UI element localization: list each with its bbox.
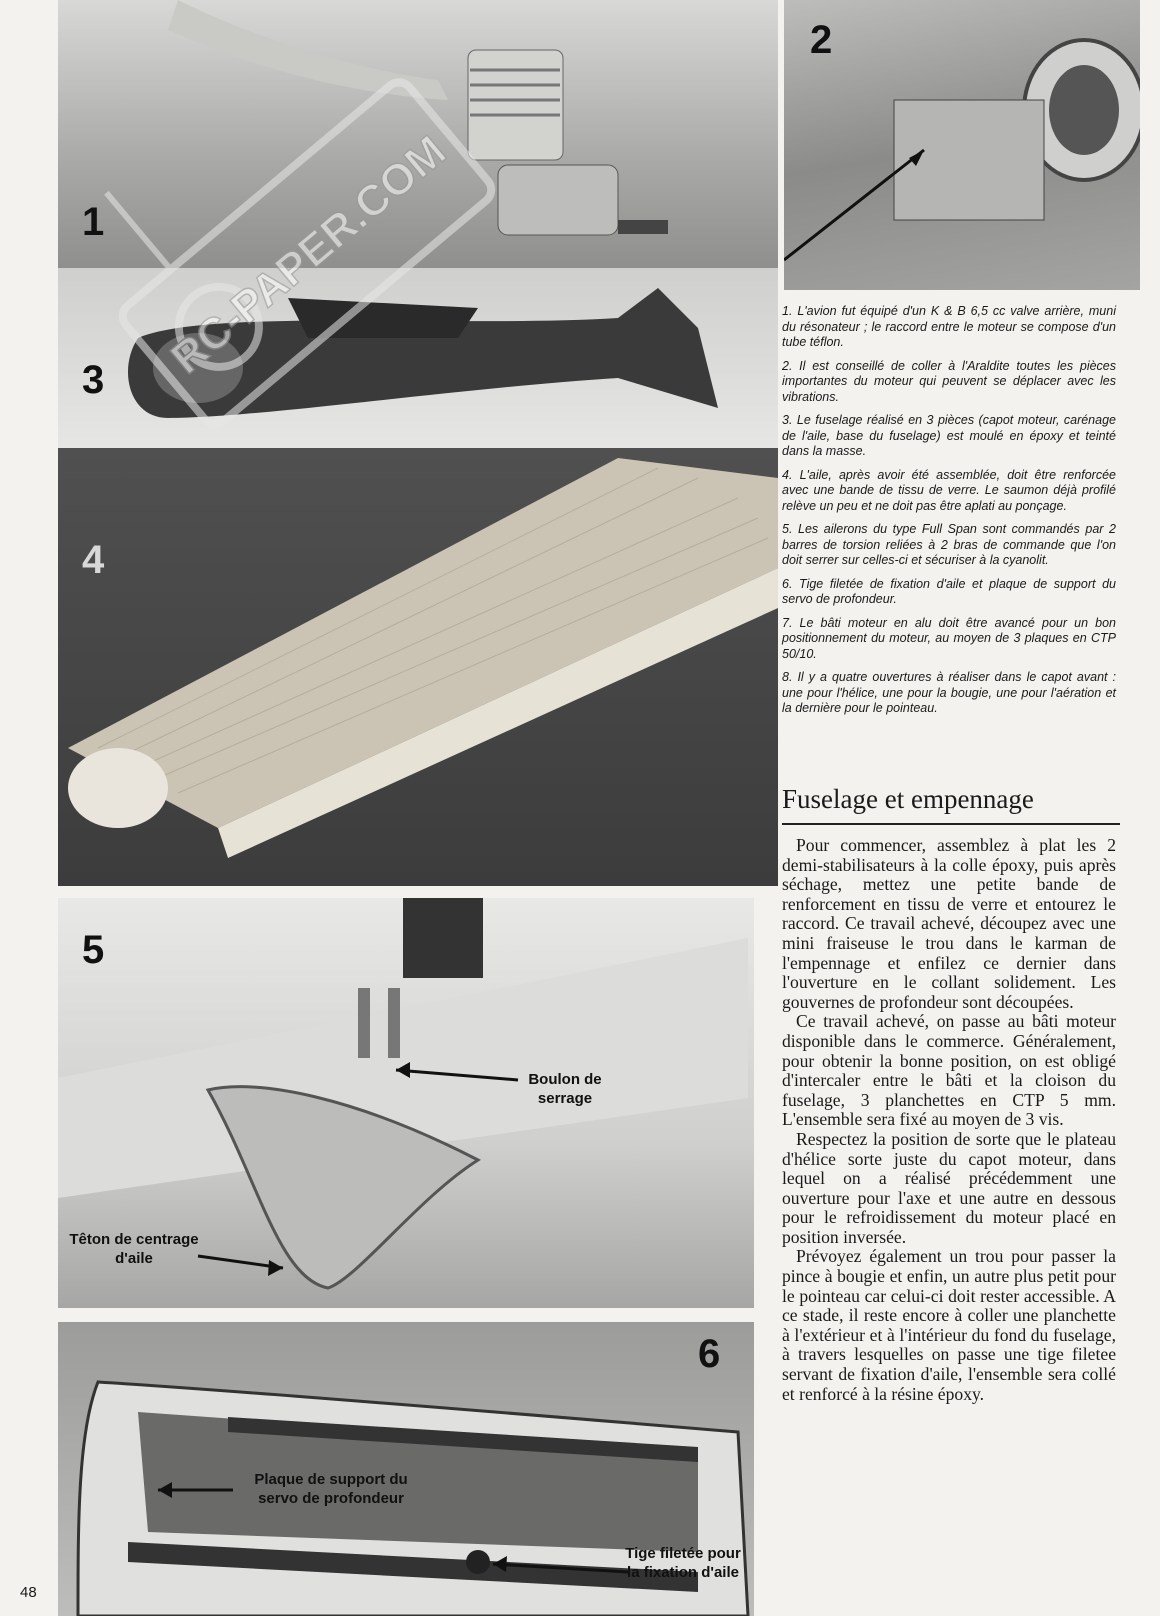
photo-captions [782, 304, 1116, 725]
wing-illustration [58, 448, 778, 886]
article-body [782, 836, 1116, 1404]
engine-detail-illustration [784, 0, 1140, 290]
body-paragraph-1: Pour commencer, assemblez à plat les 2 demi-stabilisateurs à la colle époxy, puis après séchage, mettez une petite bande de renforcement en tissu de verre et entourez le raccord. Ce travail achevé, découpez avec une mini fraiseuse le trou dans le karman de l'empennage et enfilez ce dernier dans l'ouverture en le collant solidement. Les gouvernes de profondeur sont découpées. [782, 835, 1116, 1012]
callout-teton-centrage: Têton de centrage d'aile [69, 1231, 199, 1267]
section-heading: Fuselage et empennage [782, 784, 1120, 825]
caption-4: 4. L'aile, après avoir été assemblée, doit être renforcée avec une bande de tissu de verre. Le saumon déjà profilé relève un peu et ne doit pas être aplati au ponçage. [782, 467, 1116, 513]
photo-number-6: 6 [698, 1332, 721, 1376]
callout-boulon-de-serrage: Boulon de serrage [528, 1071, 602, 1107]
watermark-logo [92, 38, 522, 468]
watermark-text: RC-PAPER.COM [162, 126, 456, 384]
photo-number-3: 3 [82, 358, 105, 402]
photo-6-fuselage-interior [58, 1322, 754, 1616]
body-paragraph-3: Respectez la position de sorte que le plateau d'hélice sorte juste du capot moteur, dans lequel on a réalisé précédemment une ouverture pour l'axe et une autre en dessous pour le refroidissement du moteur placé en position inversée. [782, 1128, 1116, 1247]
caption-5: 5. Les ailerons du type Full Span sont commandés par 2 barres de torsion reliées à 2 bras de commande que l'on doit serrer sur celles-ci et sécuriser à la cyanolit. [782, 522, 1116, 567]
caption-3: 3. Le fuselage réalisé en 3 pièces (capot moteur, carénage de l'aile, base du fuselage) est moulé en époxy et teinté dans la masse. [782, 413, 1116, 458]
caption-7: 7. Le bâti moteur en alu doit être avancé pour un bon positionnement du moteur, au moyen de 3 plaques en CTP 50/10. [782, 615, 1116, 661]
page-number: 48 [20, 1584, 37, 1601]
photo-number-5: 5 [82, 928, 105, 972]
callout-plaque-support-servo: Plaque de support du servo de profondeur [254, 1471, 408, 1507]
photo-number-2: 2 [810, 18, 833, 62]
callout-tige-filetee: Tige filetée pour la fixation d'aile [625, 1545, 741, 1581]
caption-8: 8. Il y a quatre ouvertures à réaliser dans le capot avant : une pour l'hélice, une pour la bougie, une pour l'aération et la dernière pour le pointeau. [782, 670, 1116, 715]
caption-2: 2. Il est conseillé de coller à l'Araldite toutes les pièces importantes du moteur qui peuvent se déplacer avec les vibrations. [782, 358, 1116, 404]
caption-1: 1. L'avion fut équipé d'un K & B 6,5 cc valve arrière, muni du résonateur ; le raccord entre le moteur se compose d'un tube téflon. [782, 304, 1116, 349]
photo-number-4: 4 [82, 538, 105, 582]
photo-5-wing-center [58, 898, 754, 1308]
photo-2-engine-detail [784, 0, 1140, 290]
caption-6: 6. Tige filetée de fixation d'aile et plaque de support du servo de profondeur. [782, 576, 1116, 606]
body-paragraph-4: Prévoyez également un trou pour passer la pince à bougie et enfin, un autre plus petit pour le pointeau car celui-ci doit rester accessible. A ce stade, il reste encore à coller une planchette à l'extérieur et à l'intérieur du fond du fuselage, à travers lesquelles on passe une tige filetee servant de fixation d'aile, l'ensemble sera collé et renforcé à la résine époxy. [782, 1246, 1116, 1404]
body-paragraph-2: Ce travail achevé, on passe au bâti moteur disponible dans le commerce. Généralement, pour obtenir la bonne position, on est obligé d'intercaler entre le bâti et la cloison du fuselage, 3 planchettes en CTP 5 mm. L'ensemble sera fixé au moyen de 3 vis. [782, 1011, 1116, 1130]
photo-number-1: 1 [82, 200, 105, 244]
photo-4-wing [58, 448, 778, 886]
